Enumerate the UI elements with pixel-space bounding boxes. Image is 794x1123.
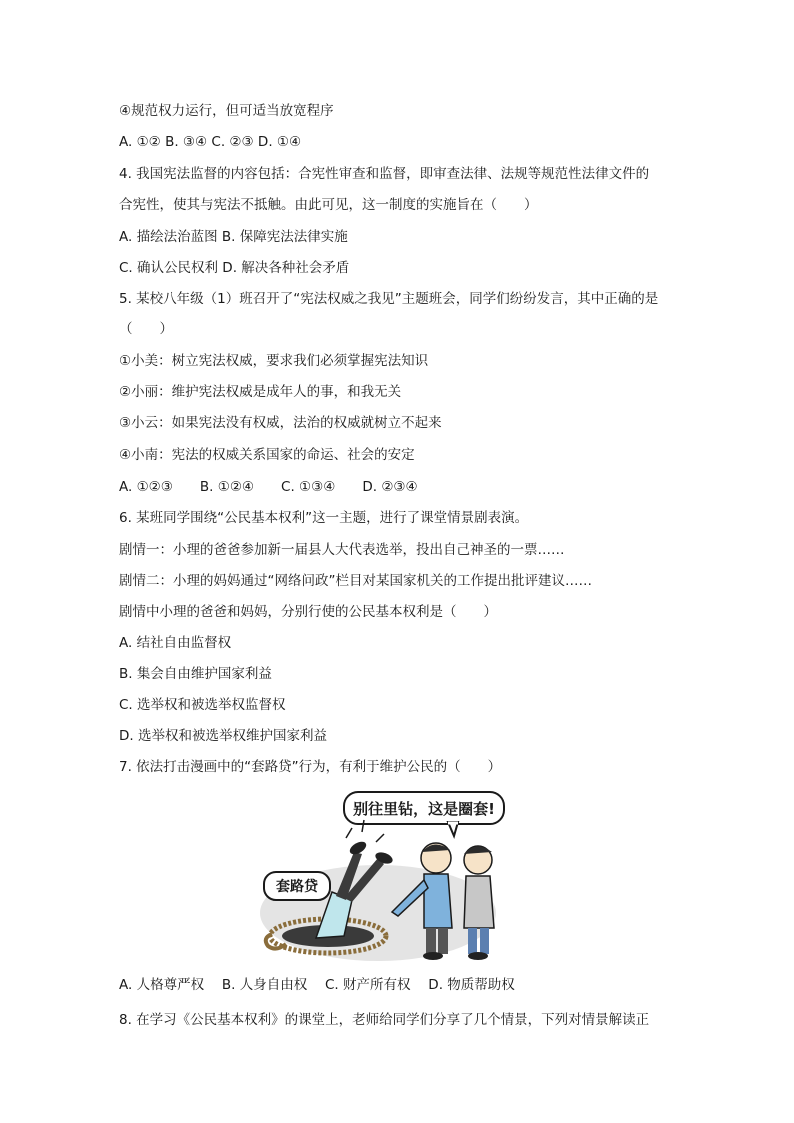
text-line: 剧情二：小理的妈妈通过“网络问政”栏目对某国家机关的工作提出批评建议…… — [119, 573, 592, 589]
text-line: C. 选举权和被选举权监督权 — [119, 697, 286, 713]
trap-label: 套路贷 — [276, 879, 318, 895]
cartoon-illustration — [258, 788, 510, 966]
text-line: ②小丽：维护宪法权威是成年人的事，和我无关 — [119, 384, 402, 400]
text-line: （ ） — [119, 321, 173, 337]
text-line: A. 描绘法治蓝图 B. 保障宪法法律实施 — [119, 229, 348, 245]
text-line: D. 选举权和被选举权维护国家利益 — [119, 728, 327, 744]
question-8: 8. 在学习《公民基本权利》的课堂上，老师给同学们分享了几个情景，下列对情景解读正 — [119, 1012, 650, 1028]
text-line: 剧情一：小理的爸爸参加新一届县人大代表选举，投出自己神圣的一票…… — [119, 542, 565, 558]
question-6: 6. 某班同学围绕“公民基本权利”这一主题，进行了课堂情景剧表演。 — [119, 510, 529, 526]
text-line: ④规范权力运行，但可适当放宽程序 — [119, 103, 334, 119]
text-line: A. ①② B. ③④ C. ②③ D. ①④ — [119, 134, 302, 150]
text-line: B. 集会自由维护国家利益 — [119, 666, 272, 682]
text-line: ③小云：如果宪法没有权威，法治的权威就树立不起来 — [119, 415, 442, 431]
speech-bubble-text: 别往里钻，这是圈套! — [353, 800, 495, 818]
text-line: ④小南：宪法的权威关系国家的命运、社会的安定 — [119, 447, 415, 463]
text-line: A. 结社自由监督权 — [119, 635, 232, 651]
text-line: ①小美：树立宪法权威，要求我们必须掌握宪法知识 — [119, 353, 429, 369]
text-line: A. ①②③ B. ①②④ C. ①③④ D. ②③④ — [119, 479, 418, 495]
question-5: 5. 某校八年级（1）班召开了“宪法权威之我见”主题班会，同学们纷纷发言，其中正确的是 — [119, 291, 659, 307]
text-line: 剧情中小理的爸爸和妈妈，分别行使的公民基本权利是（ ） — [119, 604, 497, 620]
text-line: 合宪性，使其与宪法不抵触。由此可见，这一制度的实施旨在（ ） — [119, 197, 538, 213]
options-7: A. 人格尊严权 B. 人身自由权 C. 财产所有权 D. 物质帮助权 — [119, 977, 515, 993]
question-7: 7. 依法打击漫画中的“套路贷”行为，有利于维护公民的（ ） — [119, 759, 502, 775]
question-4: 4. 我国宪法监督的内容包括：合宪性审查和监督，即审查法律、法规等规范性法律文件的 — [119, 166, 650, 182]
text-line: C. 确认公民权利 D. 解决各种社会矛盾 — [119, 260, 350, 276]
